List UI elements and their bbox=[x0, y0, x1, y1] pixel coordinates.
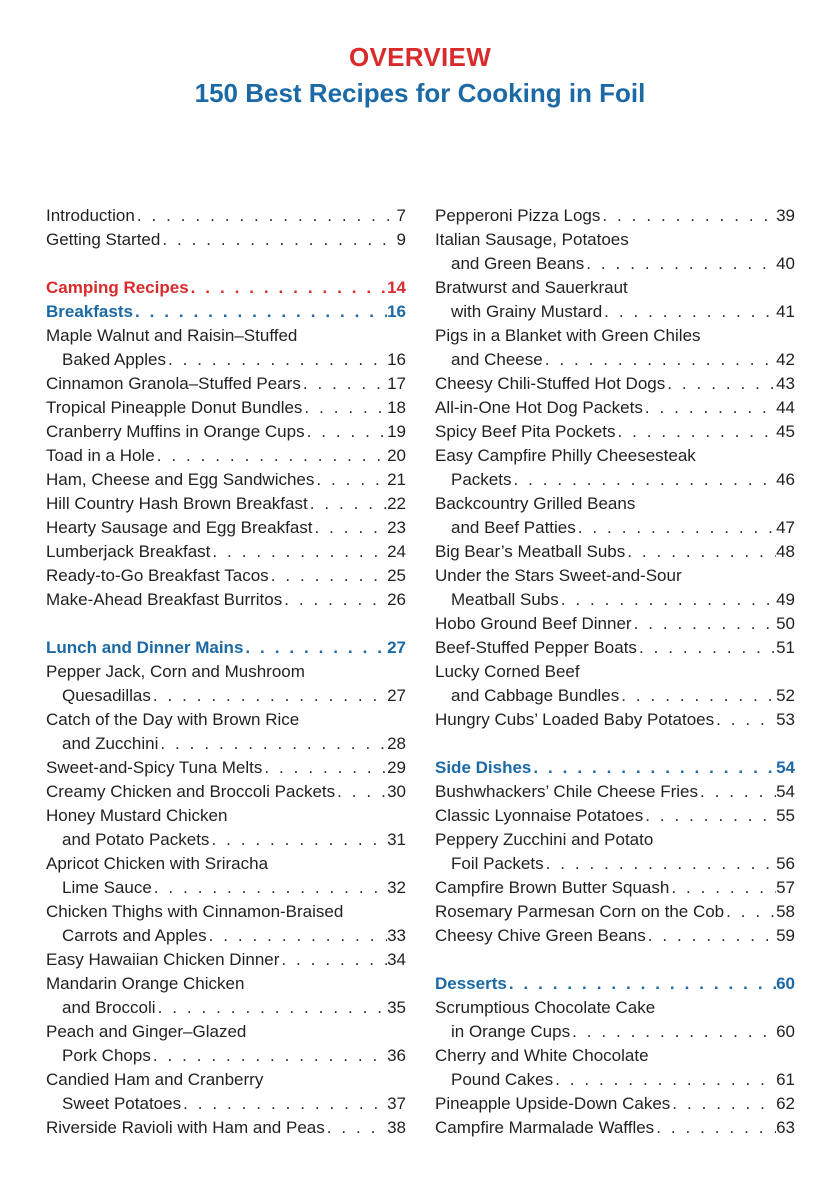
toc-entry[interactable] bbox=[435, 804, 795, 828]
dot-leader bbox=[637, 636, 776, 660]
toc-entry-title: Side Dishes bbox=[435, 758, 532, 777]
dot-leader bbox=[308, 492, 387, 516]
dot-leader bbox=[576, 516, 776, 540]
toc-entry-title: Introduction bbox=[46, 206, 135, 225]
dot-leader bbox=[335, 780, 387, 804]
page-number: 50 bbox=[776, 614, 795, 633]
dot-leader bbox=[698, 780, 776, 804]
page-number: 45 bbox=[776, 422, 795, 441]
toc-entry-title: Cheesy Chili-Stuffed Hot Dogs bbox=[435, 374, 666, 393]
toc-entry-title: Classic Lyonnaise Potatoes bbox=[435, 806, 644, 825]
page-number: 25 bbox=[387, 566, 406, 585]
dot-leader bbox=[619, 684, 776, 708]
toc-entry[interactable] bbox=[435, 420, 795, 444]
toc-entry-first-line[interactable] bbox=[435, 228, 795, 252]
toc-entry[interactable] bbox=[46, 468, 406, 492]
toc-entry-continuation[interactable] bbox=[435, 1020, 795, 1044]
toc-entry-title: Honey Mustard Chicken bbox=[46, 806, 228, 825]
toc-entry[interactable] bbox=[435, 396, 795, 420]
toc-entry-title: Pineapple Upside-Down Cakes bbox=[435, 1094, 671, 1113]
toc-entry-title: Cheesy Chive Green Beans bbox=[435, 926, 646, 945]
overview-heading: OVERVIEW bbox=[348, 42, 492, 72]
toc-entry-first-line[interactable] bbox=[46, 972, 406, 996]
page-number: 33 bbox=[387, 926, 406, 945]
dot-leader bbox=[210, 540, 387, 564]
dot-leader bbox=[511, 468, 776, 492]
toc-entry-title: and Green Beans bbox=[451, 254, 585, 273]
toc-entry-title: Pigs in a Blanket with Green Chiles bbox=[435, 326, 701, 345]
section-gap bbox=[435, 732, 795, 756]
toc-left-column bbox=[46, 204, 406, 1140]
toc-entry[interactable] bbox=[46, 420, 406, 444]
dot-leader bbox=[654, 1116, 776, 1140]
toc-entry[interactable] bbox=[435, 708, 795, 732]
toc-entry-title: Beef-Stuffed Pepper Boats bbox=[435, 638, 637, 657]
page-number: 24 bbox=[387, 542, 406, 561]
toc-entry-title: Hungry Cubs’ Loaded Baby Potatoes bbox=[435, 710, 715, 729]
toc-entry-first-line[interactable] bbox=[435, 492, 795, 516]
section-gap bbox=[435, 948, 795, 972]
dot-leader bbox=[724, 900, 776, 924]
toc-entry-first-line[interactable] bbox=[46, 1020, 406, 1044]
toc-entry-continuation[interactable] bbox=[435, 684, 795, 708]
toc-entry-title: Ham, Cheese and Egg Sandwiches bbox=[46, 470, 315, 489]
toc-entry[interactable] bbox=[46, 1116, 406, 1140]
page-number: 60 bbox=[776, 1022, 795, 1041]
toc-entry-title: Carrots and Apples bbox=[62, 926, 207, 945]
toc-entry-title: Italian Sausage, Potatoes bbox=[435, 230, 629, 249]
toc-entry-title: Spicy Beef Pita Pockets bbox=[435, 422, 616, 441]
toc-entry-continuation[interactable] bbox=[435, 252, 795, 276]
dot-leader bbox=[314, 468, 387, 492]
toc-entry-title: Toad in a Hole bbox=[46, 446, 155, 465]
page-number: 29 bbox=[387, 758, 406, 777]
dot-leader bbox=[207, 924, 387, 948]
dot-leader bbox=[670, 1092, 776, 1116]
toc-entry-title: Campfire Brown Butter Squash bbox=[435, 878, 670, 897]
dot-leader bbox=[507, 972, 776, 996]
dot-leader bbox=[600, 204, 776, 228]
page-number: 31 bbox=[387, 830, 406, 849]
page-number: 59 bbox=[776, 926, 795, 945]
dot-leader bbox=[156, 996, 388, 1020]
toc-entry-continuation[interactable] bbox=[46, 1092, 406, 1116]
toc-entry[interactable] bbox=[46, 444, 406, 468]
page-number: 43 bbox=[776, 374, 795, 393]
toc-entry-title: Pepperoni Pizza Logs bbox=[435, 206, 601, 225]
toc-entry-title: Easy Campfire Philly Cheesesteak bbox=[435, 446, 696, 465]
dot-leader bbox=[531, 756, 776, 780]
toc-entry[interactable] bbox=[435, 204, 795, 228]
toc-entry-first-line[interactable] bbox=[435, 444, 795, 468]
page-header bbox=[0, 40, 840, 110]
dot-leader bbox=[301, 372, 387, 396]
toc-entry-title: and Broccoli bbox=[62, 998, 156, 1017]
toc-entry-title: Hobo Ground Beef Dinner bbox=[435, 614, 632, 633]
dot-leader bbox=[262, 756, 387, 780]
toc-section-heading[interactable] bbox=[46, 636, 406, 660]
toc-section-heading[interactable] bbox=[46, 300, 406, 324]
dot-leader bbox=[189, 276, 387, 300]
dot-leader bbox=[643, 804, 776, 828]
page-number: 51 bbox=[776, 638, 795, 657]
toc-entry[interactable] bbox=[46, 564, 406, 588]
dot-leader bbox=[584, 252, 776, 276]
toc-entry-title: Hearty Sausage and Egg Breakfast bbox=[46, 518, 313, 537]
page-number: 61 bbox=[776, 1070, 795, 1089]
page-number: 16 bbox=[387, 350, 406, 369]
toc-entry-continuation[interactable] bbox=[46, 876, 406, 900]
toc-entry[interactable] bbox=[46, 540, 406, 564]
toc-entry-continuation[interactable] bbox=[435, 1068, 795, 1092]
page-number: 41 bbox=[776, 302, 795, 321]
toc-entry-title: Getting Started bbox=[46, 230, 161, 249]
toc-entry-continuation[interactable] bbox=[46, 732, 406, 756]
toc-entry-title: Lucky Corned Beef bbox=[435, 662, 580, 681]
toc-entry-title: Under the Stars Sweet-and-Sour bbox=[435, 566, 682, 585]
dot-leader bbox=[543, 348, 776, 372]
page-number: 32 bbox=[387, 878, 406, 897]
toc-entry-title: Sweet Potatoes bbox=[62, 1094, 182, 1113]
toc-entry-title: Creamy Chicken and Broccoli Packets bbox=[46, 782, 336, 801]
toc-right-column bbox=[435, 204, 795, 1140]
toc-entry[interactable] bbox=[46, 516, 406, 540]
toc-entry-title: Maple Walnut and Raisin–Stuffed bbox=[46, 326, 298, 345]
page-number: 42 bbox=[776, 350, 795, 369]
page-number: 36 bbox=[387, 1046, 406, 1065]
toc-entry-first-line[interactable] bbox=[435, 660, 795, 684]
toc-entry-continuation[interactable] bbox=[46, 996, 406, 1020]
toc-entry-first-line[interactable] bbox=[435, 564, 795, 588]
toc-entry-first-line[interactable] bbox=[46, 324, 406, 348]
page-number: 17 bbox=[387, 374, 406, 393]
dot-leader bbox=[313, 516, 388, 540]
page-number: 37 bbox=[387, 1094, 406, 1113]
toc-entry-title: Make-Ahead Breakfast Burritos bbox=[46, 590, 283, 609]
page-number: 23 bbox=[387, 518, 406, 537]
toc-entry-title: and Potato Packets bbox=[62, 830, 210, 849]
page-number: 26 bbox=[387, 590, 406, 609]
toc-entry-title: Candied Ham and Cranberry bbox=[46, 1070, 264, 1089]
toc-entry[interactable] bbox=[46, 228, 406, 252]
page-number: 57 bbox=[776, 878, 795, 897]
book-title: 150 Best Recipes for Cooking in Foil bbox=[194, 78, 646, 108]
toc-entry-title: Peppery Zucchini and Potato bbox=[435, 830, 654, 849]
section-gap bbox=[46, 612, 406, 636]
toc-entry-first-line[interactable] bbox=[46, 1068, 406, 1092]
toc-entry-title: Easy Hawaiian Chicken Dinner bbox=[46, 950, 280, 969]
toc-entry[interactable] bbox=[435, 612, 795, 636]
page-number: 53 bbox=[776, 710, 795, 729]
toc-entry-title: and Cabbage Bundles bbox=[451, 686, 620, 705]
dot-leader bbox=[325, 1116, 387, 1140]
toc-entry-first-line[interactable] bbox=[46, 804, 406, 828]
toc-entry[interactable] bbox=[46, 204, 406, 228]
toc-entry[interactable] bbox=[435, 900, 795, 924]
toc-entry-title: Peach and Ginger–Glazed bbox=[46, 1022, 247, 1041]
toc-entry-title: Rosemary Parmesan Corn on the Cob bbox=[435, 902, 725, 921]
toc-entry-first-line[interactable] bbox=[46, 900, 406, 924]
toc-entry-first-line[interactable] bbox=[435, 276, 795, 300]
toc-entry-title: Apricot Chicken with Sriracha bbox=[46, 854, 269, 873]
page-number: 58 bbox=[776, 902, 795, 921]
toc-entry[interactable] bbox=[46, 372, 406, 396]
dot-leader bbox=[570, 1020, 776, 1044]
toc-entry-first-line[interactable] bbox=[46, 852, 406, 876]
toc-entry-first-line[interactable] bbox=[435, 996, 795, 1020]
toc-entry-continuation[interactable] bbox=[435, 852, 795, 876]
toc-entry-title: Lumberjack Breakfast bbox=[46, 542, 211, 561]
page-number: 47 bbox=[776, 518, 795, 537]
toc-entry-first-line[interactable] bbox=[46, 708, 406, 732]
dot-leader bbox=[181, 1092, 387, 1116]
page-number: 28 bbox=[387, 734, 406, 753]
toc-entry[interactable] bbox=[435, 924, 795, 948]
page-number: 20 bbox=[387, 446, 406, 465]
toc-entry[interactable] bbox=[435, 876, 795, 900]
page-number: 60 bbox=[776, 974, 795, 993]
dot-leader bbox=[665, 372, 776, 396]
page-number: 27 bbox=[387, 686, 406, 705]
toc-entry-title: Packets bbox=[451, 470, 512, 489]
toc-entry-title: Pepper Jack, Corn and Mushroom bbox=[46, 662, 305, 681]
dot-leader bbox=[209, 828, 387, 852]
toc-entry-continuation[interactable] bbox=[46, 924, 406, 948]
toc-section-heading[interactable] bbox=[46, 276, 406, 300]
toc-entry-title: Meatball Subs bbox=[451, 590, 559, 609]
toc-entry-first-line[interactable] bbox=[435, 324, 795, 348]
toc-entry-title: Desserts bbox=[435, 974, 507, 993]
toc-entry-continuation[interactable] bbox=[435, 588, 795, 612]
toc-entry-title: Bratwurst and Sauerkraut bbox=[435, 278, 628, 297]
page-number: 7 bbox=[396, 206, 406, 225]
dot-leader bbox=[714, 708, 776, 732]
section-gap bbox=[46, 252, 406, 276]
dot-leader bbox=[615, 420, 776, 444]
toc-entry-title: Sweet-and-Spicy Tuna Melts bbox=[46, 758, 263, 777]
dot-leader bbox=[646, 924, 776, 948]
dot-leader bbox=[158, 732, 387, 756]
toc-entry-title: Baked Apples bbox=[62, 350, 166, 369]
page-number: 56 bbox=[776, 854, 795, 873]
toc-entry-title: Breakfasts bbox=[46, 302, 133, 321]
toc-entry[interactable] bbox=[435, 540, 795, 564]
dot-leader bbox=[151, 1044, 387, 1068]
page-number: 38 bbox=[387, 1118, 406, 1137]
page-number: 48 bbox=[776, 542, 795, 561]
toc-entry-title: Tropical Pineapple Donut Bundles bbox=[46, 398, 303, 417]
toc-entry-title: and Beef Patties bbox=[451, 518, 576, 537]
toc-entry-first-line[interactable] bbox=[435, 1044, 795, 1068]
toc-entry-title: All-in-One Hot Dog Packets bbox=[435, 398, 643, 417]
toc-entry-title: with Grainy Mustard bbox=[451, 302, 603, 321]
page-number: 55 bbox=[776, 806, 795, 825]
toc-entry-continuation[interactable] bbox=[435, 300, 795, 324]
page-number: 44 bbox=[776, 398, 795, 417]
toc-entry-continuation[interactable] bbox=[435, 516, 795, 540]
page-number: 39 bbox=[776, 206, 795, 225]
toc-entry-title: Lunch and Dinner Mains bbox=[46, 638, 244, 657]
page-number: 35 bbox=[387, 998, 406, 1017]
toc-entry-title: Mandarin Orange Chicken bbox=[46, 974, 245, 993]
dot-leader bbox=[243, 636, 387, 660]
toc-entry-first-line[interactable] bbox=[46, 660, 406, 684]
toc-entry[interactable] bbox=[435, 372, 795, 396]
page-number: 62 bbox=[776, 1094, 795, 1113]
page-number: 34 bbox=[387, 950, 406, 969]
toc-entry-title: Pork Chops bbox=[62, 1046, 151, 1065]
toc-entry-first-line[interactable] bbox=[435, 828, 795, 852]
toc-entry-title: Cinnamon Granola–Stuffed Pears bbox=[46, 374, 301, 393]
dot-leader bbox=[160, 228, 396, 252]
toc-entry-title: Chicken Thighs with Cinnamon-Braised bbox=[46, 902, 344, 921]
dot-leader bbox=[559, 588, 776, 612]
toc-entry-title: and Zucchini bbox=[62, 734, 159, 753]
toc-entry-continuation[interactable] bbox=[435, 348, 795, 372]
dot-leader bbox=[643, 396, 776, 420]
page-number: 22 bbox=[387, 494, 406, 513]
dot-leader bbox=[269, 564, 387, 588]
toc-entry-title: Quesadillas bbox=[62, 686, 151, 705]
toc-entry-title: Scrumptious Chocolate Cake bbox=[435, 998, 656, 1017]
toc-entry-title: Ready-to-Go Breakfast Tacos bbox=[46, 566, 269, 585]
toc-entry[interactable] bbox=[46, 588, 406, 612]
dot-leader bbox=[302, 396, 387, 420]
toc-entry-title: in Orange Cups bbox=[451, 1022, 571, 1041]
toc-section-heading[interactable] bbox=[435, 972, 795, 996]
dot-leader bbox=[544, 852, 776, 876]
toc-entry-title: Cherry and White Chocolate bbox=[435, 1046, 649, 1065]
page-number: 9 bbox=[396, 230, 406, 249]
toc-entry[interactable] bbox=[46, 756, 406, 780]
dot-leader bbox=[632, 612, 777, 636]
dot-leader bbox=[135, 204, 397, 228]
dot-leader bbox=[279, 948, 387, 972]
page-number: 14 bbox=[387, 278, 406, 297]
dot-leader bbox=[282, 588, 387, 612]
dot-leader bbox=[152, 876, 387, 900]
page-number: 54 bbox=[776, 782, 795, 801]
toc-entry[interactable] bbox=[435, 780, 795, 804]
toc-entry-title: Backcountry Grilled Beans bbox=[435, 494, 636, 513]
toc-entry-title: Catch of the Day with Brown Rice bbox=[46, 710, 300, 729]
dot-leader bbox=[669, 876, 776, 900]
toc-entry-title: Big Bear’s Meatball Subs bbox=[435, 542, 626, 561]
toc-entry-title: Cranberry Muffins in Orange Cups bbox=[46, 422, 305, 441]
toc-entry-title: Riverside Ravioli with Ham and Peas bbox=[46, 1118, 325, 1137]
toc-section-heading[interactable] bbox=[435, 756, 795, 780]
page-number: 46 bbox=[776, 470, 795, 489]
toc-entry-continuation[interactable] bbox=[46, 828, 406, 852]
toc-entry[interactable] bbox=[435, 636, 795, 660]
toc-entry-continuation[interactable] bbox=[46, 1044, 406, 1068]
toc-entry-title: Pound Cakes bbox=[451, 1070, 554, 1089]
toc-entry-title: Camping Recipes bbox=[46, 278, 189, 297]
toc-entry-continuation[interactable] bbox=[46, 684, 406, 708]
toc-entry-title: Lime Sauce bbox=[62, 878, 152, 897]
dot-leader bbox=[305, 420, 388, 444]
toc-entry[interactable] bbox=[46, 780, 406, 804]
page-number: 49 bbox=[776, 590, 795, 609]
page-number: 19 bbox=[387, 422, 406, 441]
dot-leader bbox=[166, 348, 387, 372]
dot-leader bbox=[151, 684, 387, 708]
toc-entry-title: Bushwhackers’ Chile Cheese Fries bbox=[435, 782, 698, 801]
toc-entry[interactable] bbox=[435, 1116, 795, 1140]
toc-entry-title: and Cheese bbox=[451, 350, 543, 369]
page-number: 16 bbox=[387, 302, 406, 321]
dot-leader bbox=[155, 444, 387, 468]
toc-entry[interactable] bbox=[46, 492, 406, 516]
dot-leader bbox=[133, 300, 387, 324]
toc-entry-continuation[interactable] bbox=[435, 468, 795, 492]
page-number: 30 bbox=[387, 782, 406, 801]
toc-entry-title: Campfire Marmalade Waffles bbox=[435, 1118, 655, 1137]
page-number: 18 bbox=[387, 398, 406, 417]
page-number: 27 bbox=[387, 638, 406, 657]
dot-leader bbox=[602, 300, 776, 324]
dot-leader bbox=[625, 540, 776, 564]
page-number: 40 bbox=[776, 254, 795, 273]
page-number: 63 bbox=[776, 1118, 795, 1137]
toc-entry-continuation[interactable] bbox=[46, 348, 406, 372]
toc-entry[interactable] bbox=[435, 1092, 795, 1116]
page-number: 21 bbox=[387, 470, 406, 489]
page-number: 52 bbox=[776, 686, 795, 705]
toc-entry[interactable] bbox=[46, 396, 406, 420]
toc-entry-title: Hill Country Hash Brown Breakfast bbox=[46, 494, 308, 513]
toc-entry[interactable] bbox=[46, 948, 406, 972]
toc-entry-title: Foil Packets bbox=[451, 854, 544, 873]
page-number: 54 bbox=[776, 758, 795, 777]
dot-leader bbox=[553, 1068, 776, 1092]
